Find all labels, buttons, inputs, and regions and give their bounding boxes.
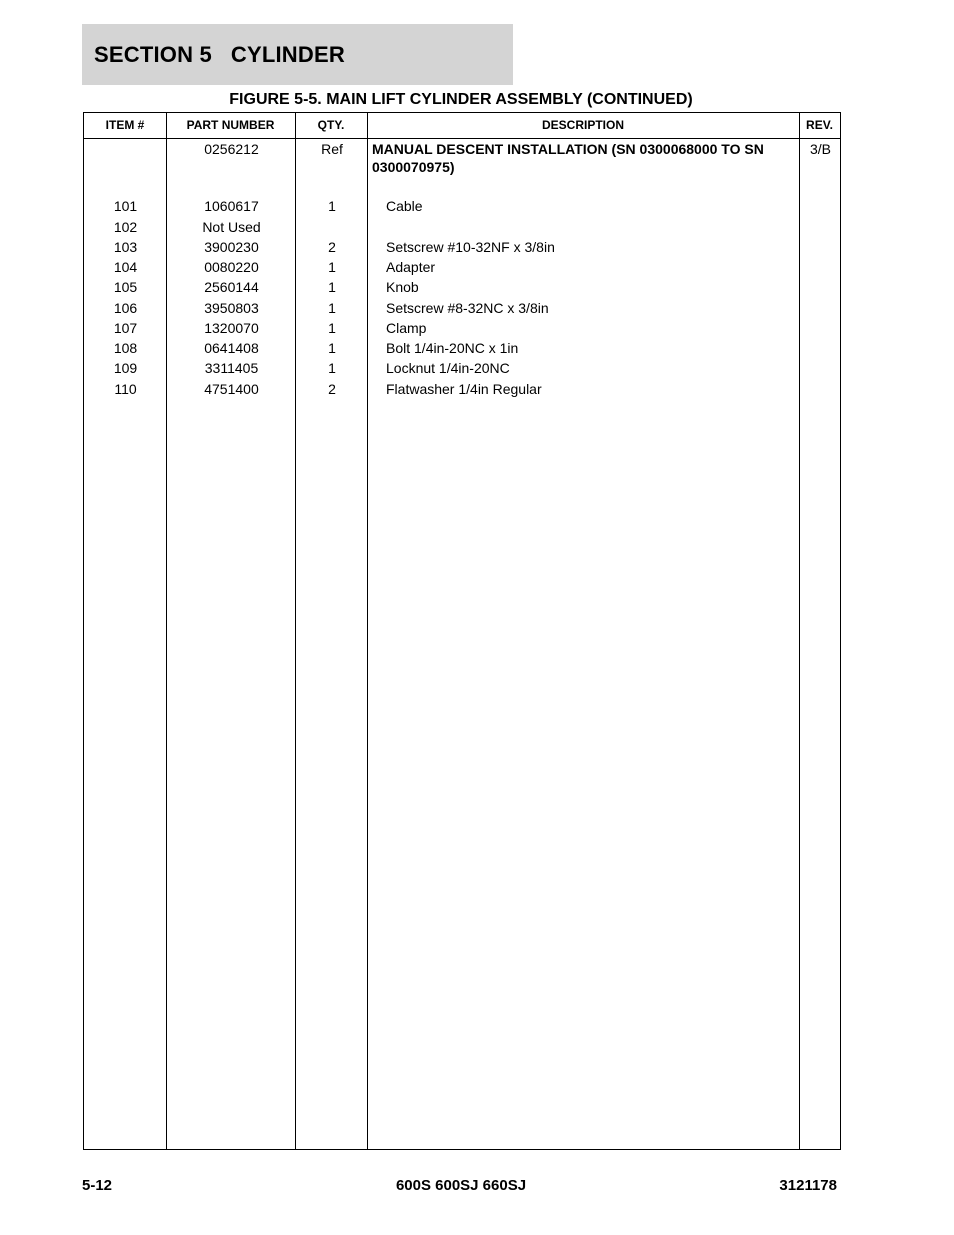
assembly-rev: 3/B [809, 141, 831, 157]
footer-doc-number: 3121178 [779, 1177, 837, 1194]
part-number: 3950803 [204, 300, 259, 316]
quantity: 1 [328, 360, 336, 376]
header-divider [84, 138, 840, 139]
part-number: 3900230 [204, 239, 259, 255]
quantity: 2 [328, 381, 336, 397]
part-number: Not Used [202, 219, 261, 235]
assembly-qty: Ref [321, 141, 343, 157]
item-number: 107 [113, 320, 138, 336]
section-title: SECTION 5 CYLINDER [94, 42, 345, 67]
section-banner [82, 24, 513, 85]
item-number: 102 [113, 219, 138, 235]
part-number: 2560144 [204, 279, 259, 295]
description: Locknut 1/4in-20NC [386, 360, 510, 376]
part-number: 4751400 [204, 381, 259, 397]
quantity: 1 [328, 320, 336, 336]
quantity: 1 [328, 279, 336, 295]
description: Setscrew #8-32NC x 3/8in [386, 300, 549, 316]
item-number: 105 [113, 279, 138, 295]
item-number: 104 [113, 259, 138, 275]
item-number: 106 [113, 300, 138, 316]
assembly-description: MANUAL DESCENT INSTALLATION (SN 0300068000 TO SN 0300070975) [372, 141, 764, 175]
description: Cable [386, 198, 423, 214]
item-number: 109 [113, 360, 138, 376]
description: Knob [386, 279, 419, 295]
description: Adapter [386, 259, 436, 275]
column-header-item: ITEM # [105, 118, 145, 132]
quantity: 1 [328, 340, 336, 356]
parts-table [83, 112, 841, 1150]
footer-page-number: 5-12 [82, 1177, 113, 1194]
description: Clamp [386, 320, 427, 336]
quantity: 1 [328, 300, 336, 316]
quantity: 1 [328, 198, 336, 214]
item-number: 110 [114, 381, 137, 397]
part-number: 0641408 [204, 340, 259, 356]
part-number: 3311405 [204, 360, 259, 376]
item-number: 101 [113, 198, 138, 214]
assembly-part-number: 0256212 [204, 141, 259, 157]
description: Bolt 1/4in-20NC x 1in [386, 340, 519, 356]
description: Flatwasher 1/4in Regular [386, 381, 542, 397]
column-header-description: DESCRIPTION [541, 118, 624, 132]
column-header-rev: REV. [806, 118, 833, 132]
part-number: 1060617 [204, 198, 259, 214]
quantity: 2 [328, 239, 336, 255]
column-header-part-number: PART NUMBER [186, 118, 275, 132]
column-header-qty: QTY. [317, 118, 345, 132]
description: Setscrew #10-32NF x 3/8in [386, 239, 555, 255]
item-number: 103 [113, 239, 138, 255]
footer-models: 600S 600SJ 660SJ [395, 1177, 527, 1194]
part-number: 1320070 [204, 320, 259, 336]
quantity: 1 [328, 259, 336, 275]
part-number: 0080220 [204, 259, 259, 275]
item-number: 108 [113, 340, 138, 356]
figure-title: FIGURE 5-5. MAIN LIFT CYLINDER ASSEMBLY (CONTINUED) [229, 91, 693, 108]
